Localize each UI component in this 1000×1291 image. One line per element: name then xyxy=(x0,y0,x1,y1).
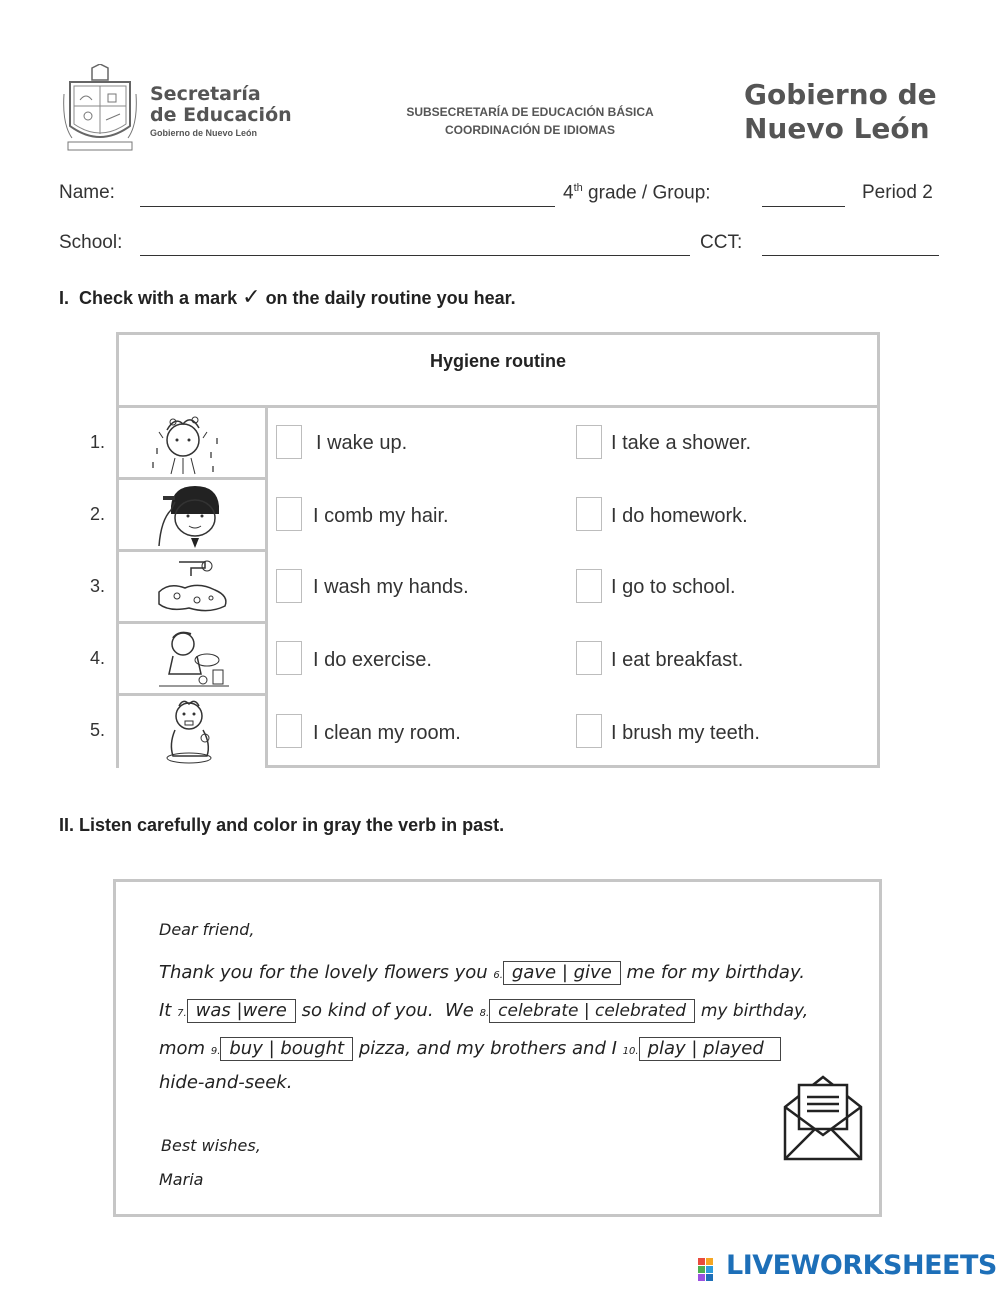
choice-7[interactable]: was |were xyxy=(187,999,296,1023)
letter-closing: Best wishes, xyxy=(161,1136,261,1155)
checkmark-icon: ✓ xyxy=(242,284,261,309)
period-label: Period 2 xyxy=(862,182,933,203)
option-label: I go to school. xyxy=(611,576,736,598)
option-label: I take a shower. xyxy=(611,432,752,454)
choice-9[interactable]: buy | bought xyxy=(220,1037,353,1061)
letter-line-2: It 7. was |were so kind of you. We 8. celebrate | celebrated my birthday, xyxy=(159,1000,809,1021)
name-field[interactable] xyxy=(140,206,555,207)
grade-label: 4th grade / Group: xyxy=(563,182,711,204)
checkbox-wake-up[interactable] xyxy=(276,425,302,459)
checkbox-wash-hands[interactable] xyxy=(276,569,302,603)
envelope-icon xyxy=(783,1073,863,1166)
comb-hair-drawing-icon xyxy=(119,480,268,552)
hygiene-routine-table xyxy=(116,332,880,768)
row-number: 3. xyxy=(90,576,106,596)
shower-drawing-icon xyxy=(119,408,268,480)
group-field[interactable] xyxy=(762,206,845,207)
letter-line-4: hide-and-seek. xyxy=(159,1072,293,1093)
letter-line-1: Thank you for the lovely flowers you 6. gave | give me for my birthday. xyxy=(159,962,805,983)
checkbox-do-homework[interactable] xyxy=(576,497,602,531)
checkbox-brush-teeth[interactable] xyxy=(576,714,602,748)
coat-of-arms-icon xyxy=(62,64,138,156)
liveworksheets-logo-icon xyxy=(698,1256,722,1282)
name-label: Name: xyxy=(59,182,115,203)
liveworksheets-brand[interactable]: LIVEWORKSHEETS xyxy=(726,1250,997,1281)
secretaria-subtitle: Gobierno de Nuevo León xyxy=(150,128,258,138)
table-header xyxy=(119,335,877,408)
option-label: I wake up. xyxy=(316,432,408,454)
section-1-heading: I. Check with a mark ✓ on the daily routine you hear. xyxy=(59,284,516,309)
checkbox-take-shower[interactable] xyxy=(576,425,602,459)
cct-label: CCT: xyxy=(700,232,743,253)
section-2-heading: II. Listen carefully and color in gray the verb in past. xyxy=(59,815,505,835)
gobierno-logo-text: Gobierno de Nuevo León xyxy=(744,78,937,145)
row-number: 2. xyxy=(90,504,106,524)
option-label: I brush my teeth. xyxy=(611,722,760,744)
option-label: I do homework. xyxy=(611,505,748,527)
checkbox-comb-hair[interactable] xyxy=(276,497,302,531)
row-number: 4. xyxy=(90,648,106,668)
letter-greeting: Dear friend, xyxy=(159,920,255,939)
school-label: School: xyxy=(59,232,123,253)
eat-breakfast-drawing-icon xyxy=(119,624,268,696)
checkbox-clean-room[interactable] xyxy=(276,714,302,748)
checkbox-go-to-school[interactable] xyxy=(576,569,602,603)
row-number: 1. xyxy=(90,432,106,452)
option-label: I do exercise. xyxy=(313,649,432,671)
secretaria-title: Secretaría de Educación xyxy=(150,83,292,126)
option-label: I comb my hair. xyxy=(313,505,449,527)
checkbox-do-exercise[interactable] xyxy=(276,641,302,675)
brush-teeth-drawing-icon xyxy=(119,696,268,768)
letter-line-3: mom 9. buy | bought pizza, and my brothers and I 10. play | played xyxy=(159,1037,781,1061)
wash-hands-drawing-icon xyxy=(119,552,268,624)
choice-6[interactable]: gave | give xyxy=(503,961,621,985)
school-field[interactable] xyxy=(140,255,690,256)
choice-8[interactable]: celebrate | celebrated xyxy=(489,999,695,1023)
subsecretaria-title: SUBSECRETARÍA DE EDUCACIÓN BÁSICA COORDINACIÓN DE IDIOMAS xyxy=(406,105,654,137)
table-title: Hygiene routine xyxy=(429,351,567,371)
checkbox-eat-breakfast[interactable] xyxy=(576,641,602,675)
option-label: I wash my hands. xyxy=(313,576,469,598)
letter-signature: Maria xyxy=(159,1170,204,1189)
cct-field[interactable] xyxy=(762,255,939,256)
option-label: I eat breakfast. xyxy=(611,649,744,671)
row-number: 5. xyxy=(90,720,106,740)
choice-10[interactable]: play | played xyxy=(639,1037,781,1061)
option-label: I clean my room. xyxy=(313,722,461,744)
